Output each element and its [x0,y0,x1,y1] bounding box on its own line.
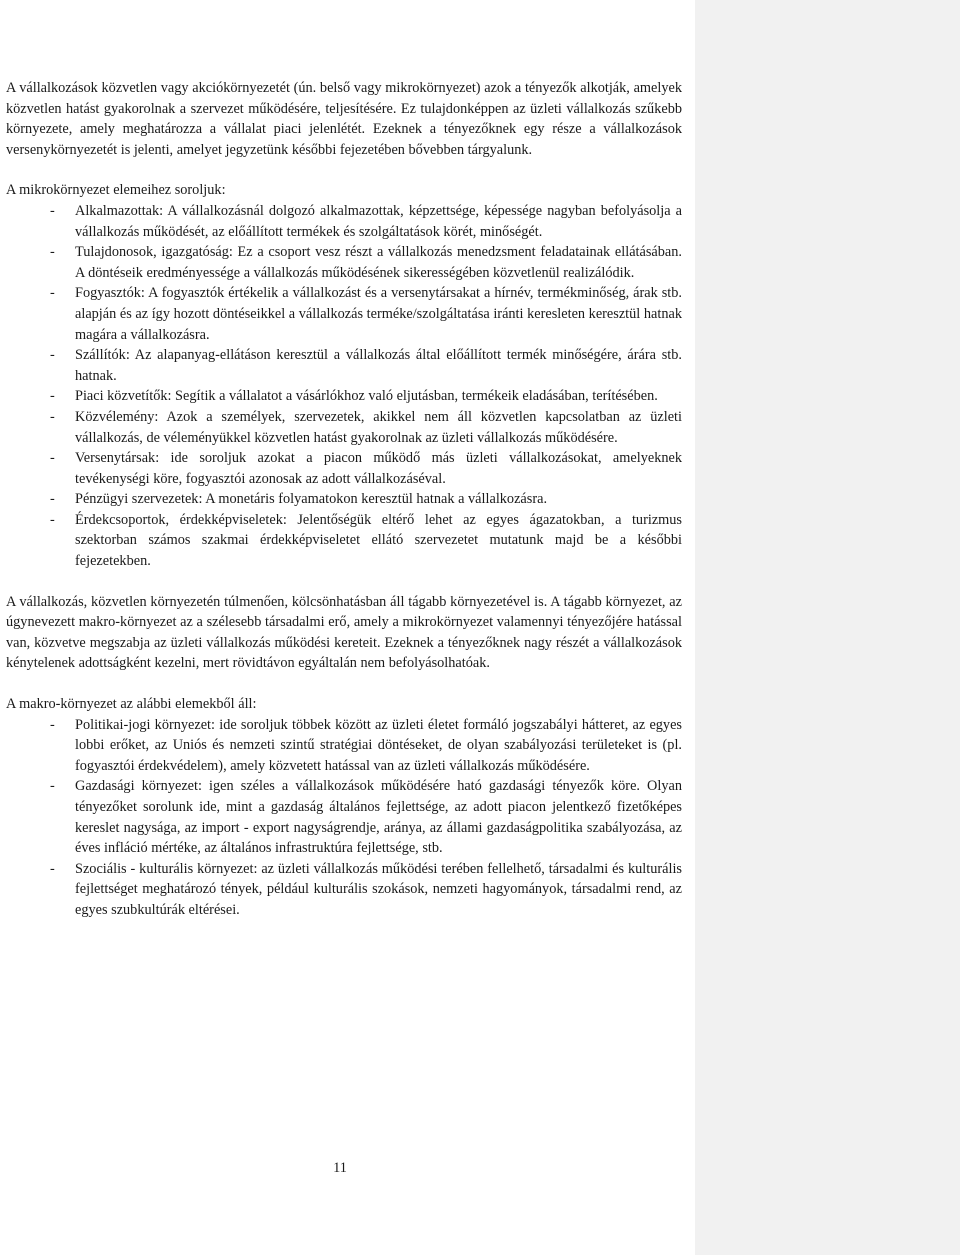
list-dash: - [50,285,55,302]
list-item: - Közvélemény: Azok a személyek, szervezetek, akikkel nem áll közvetlen kapcsolatban az üzleti vállalkozás, de véleményükkel közvetlen hatást gyakorolnak az üzleti vállalkozás működésére. [50,408,682,446]
macro-list-lead: A makro-környezet az alábbi elemekből áll: [6,696,257,713]
list-item: - Politikai-jogi környezet: ide soroljuk többek között az üzleti életet formáló jogszabályi hátteret, az egyes lobbi erőket, az Uniós és nemzeti szintű stratégiai döntéseket, de olyan szabályozási területeket is (pl. fogyasztói érdekvédelem), amely közvetett hatással van az üzleti vállalkozás működésére. [50,716,682,774]
list-dash: - [50,388,55,405]
macro-intro-paragraph: A vállalkozás, közvetlen környezetén túlmenően, kölcsönhatásban áll tágabb környezetével is. A tágabb környezet, az úgynevezett makro-környezet az a szélesebb társadalmi erő, amely a mikrokörnyezet valamennyi tényezőjére hatással van, közvetve megszabja az üzleti vállalkozás működési kereteit. Ezeknek a tényezőknek nagy részét a vállalkozások kénytelenek adottságként kezelni, mert rövidtávon egyáltalán nem befolyásolhatóak. [6,593,682,672]
page-number: 11 [333,1160,347,1176]
list-dash: - [50,491,55,508]
list-item: - Szociális - kulturális környezet: az üzleti vállalkozás működési terében fellelhető, társadalmi és kulturális fejlettséget meghatározó tények, például kulturális szokások, nemzeti hagyományok, társadalmi rend, az egyes szubkultúrák eltérései. [50,860,682,918]
list-dash: - [50,716,55,733]
micro-list-lead: A mikrokörnyezet elemeihez soroljuk: [6,182,226,199]
list-dash: - [50,511,55,528]
list-item: - Fogyasztók: A fogyasztók értékelik a vállalkozást és a versenytársakat a hírnév, termékminőség, árak stb. alapján és az így hozott döntéseikkel a vállalkozás terméke/szolgáltatása iránti keresleten keresztül hatnak magára a vállalkozásra. [50,285,682,343]
list-item: - Gazdasági környezet: igen széles a vállalkozások működésére ható gazdasági tényezők köre. Olyan tényezőket sorolunk ide, mint a gazdaság általános fejlettsége, az adott piacon jelentkező fizetőképes kereslet nagysága, az import - export nagyságrendje, aránya, az állami gazdaságpolitika szabályozása, az éves infláció mértéke, az általános infrastruktúra fejlettsége, stb. [50,778,682,857]
list-item: - Piaci közvetítők: Segítik a vállalatot a vásárlókhoz való eljutásban, termékeik eladásában, terítésében. [6,386,682,407]
macro-environment-list [6,715,682,921]
intro-paragraph: A vállalkozások közvetlen vagy akciókörnyezetét (ún. belső vagy mikrokörnyezet) azok a tényezők alkotják, amelyek közvetlen hatást gyakorolnak a szervezet működésére, teljesítésére. Ez tulajdonképpen az üzleti vállalkozás szűkebb környezete, amely meghatározza a vállalat piaci jelenlétét. Ezeknek a tényezőknek egy része a vállalkozások versenykörnyezetét is jelenti, amelyet jegyzetünk későbbi fejezetében bővebben tárgyalunk. [6,80,682,158]
list-item: - Versenytársak: ide soroljuk azokat a piacon működő más üzleti vállalkozásokat, amelyeknek tevékenységi köre, fogyasztói azonosak az adott vállalkozáséval. [50,450,682,487]
list-dash: - [50,408,55,425]
list-dash: - [50,347,55,364]
list-item: - Pénzügyi szervezetek: A monetáris folyamatokon keresztül hatnak a vállalkozásra. [6,489,682,510]
list-item: - Érdekcsoportok, érdekképviseletek: Jelentőségük eltérő lehet az egyes ágazatokban, a turizmus szektorban számos szakmai érdekképviseletet ellátó szervezetet mutatunk majd be a későbbi fejezetekben. [50,511,682,570]
document-body [6,78,682,921]
micro-environment-list [6,201,682,572]
list-item: - Tulajdonosok, igazgatóság: Ez a csoport vesz részt a vállalkozás menedzsment feladatainak ellátásában. A döntéseik eredményessége a vállalkozás működésének sikerességében közvetlenül realizálódik. [50,244,682,281]
comment-margin-panel [695,0,960,1255]
list-item: - Szállítók: Az alapanyag-ellátáson keresztül a vállalkozás által előállított termék minőségére, árára stb. hatnak. [50,347,682,384]
list-item: - Alkalmazottak: A vállalkozásnál dolgozó alkalmazottak, képzettsége, képessége nagyban befolyásolja a vállalkozás működését, az előállított termékek és szolgáltatások körét, minőségét. [50,202,682,240]
list-dash: - [50,778,55,795]
list-dash: - [50,450,55,467]
list-dash: - [50,860,55,877]
list-dash: - [50,244,55,261]
list-dash: - [50,202,55,219]
